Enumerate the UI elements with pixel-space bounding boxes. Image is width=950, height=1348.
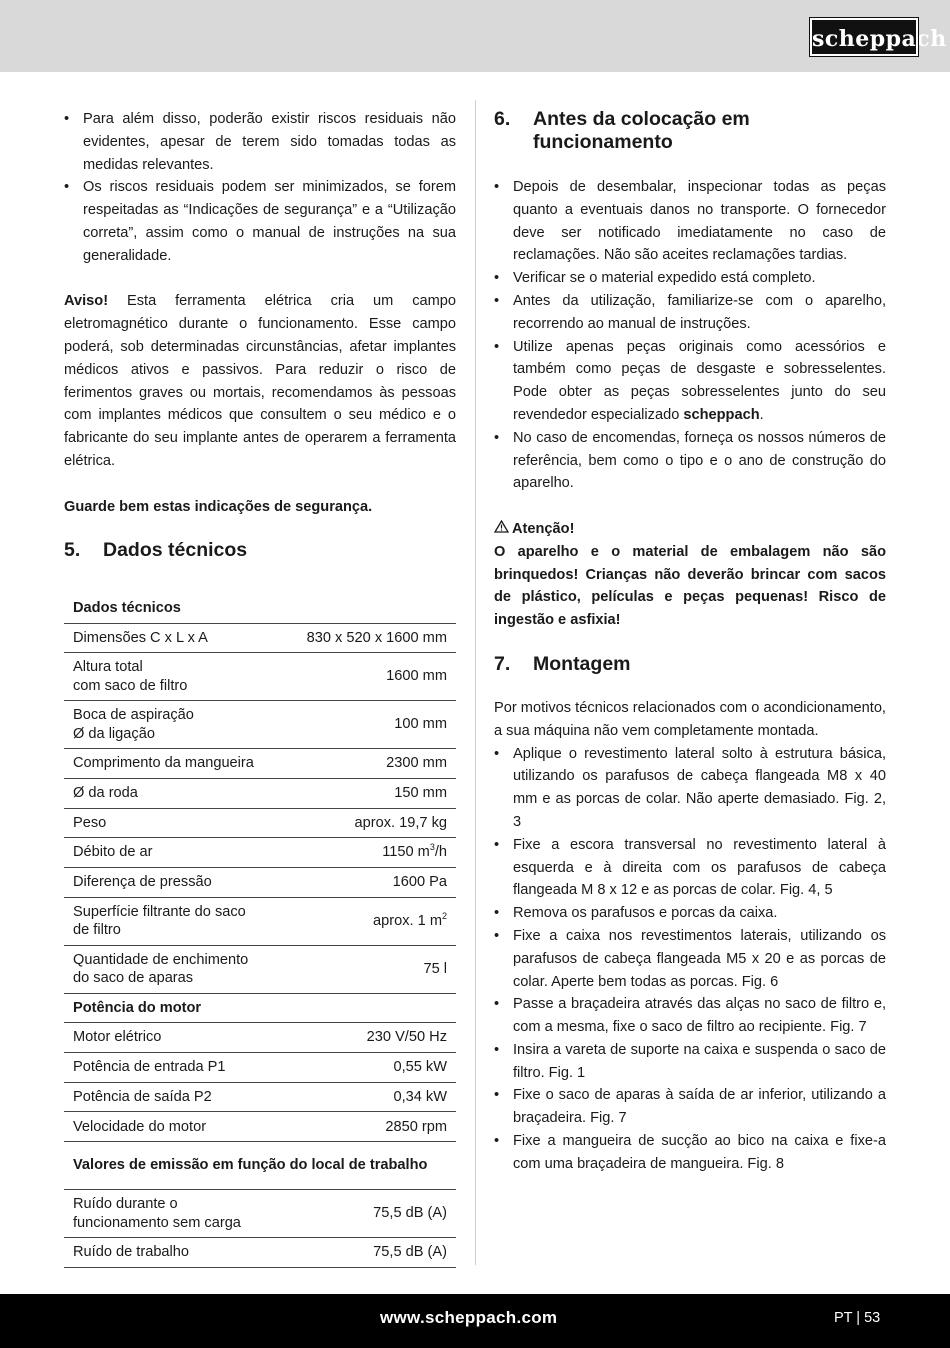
residual-risk-list bbox=[64, 108, 456, 268]
table-row: Débito de ar 1150 $m^3/h$ bbox=[64, 838, 456, 868]
list-item: • Passe a braçadeira através das alças no saco de filtro e, com a mesma, fixe o saco de filtro ao recipiente. Fig. 7 bbox=[494, 993, 886, 1039]
table-row: Ø da roda 150 mm bbox=[64, 778, 456, 808]
section-heading-7 bbox=[494, 653, 886, 676]
left-column bbox=[64, 108, 456, 1268]
right-column bbox=[494, 108, 886, 1176]
warning-icon bbox=[494, 520, 509, 533]
list-item: • Para além disso, poderão existir riscos residuais não evidentes, apesar de terem sido tomadas todas as medidas relevantes. bbox=[64, 108, 456, 176]
section-title: Antes da colocação em funcionamento bbox=[533, 108, 750, 153]
atencao-text: O aparelho e o material de embalagem não são brinquedos! Crianças não deverão brincar com sacos de plástico, películas e peças pequenas! Risco de ingestão e asfixia! bbox=[494, 543, 886, 629]
list-item: • No caso de encomendas, forneça os nossos números de referência, bem como o tipo e o ano de construção do aparelho. bbox=[494, 427, 886, 495]
aviso-paragraph bbox=[64, 290, 456, 472]
table-row: Potência de saída P2 0,34 kW bbox=[64, 1082, 456, 1112]
list-item: • Os riscos residuais podem ser minimizados, se forem respeitadas as “Indicações de segurança” e a “Utilização correta”, assim como o manual de instruções na sua generalidade. bbox=[64, 176, 456, 267]
table-section-header: Valores de emissão em função do local de trabalho bbox=[64, 1142, 456, 1190]
list-item: • Aplique o revestimento lateral solto à estrutura básica, utilizando os parafusos de cabeça flangeada M8 x 40 mm e as porcas de colar. Não aperte demasiado. Fig. 2, 3 bbox=[494, 743, 886, 834]
scheppach-logo: scheppach bbox=[810, 18, 918, 56]
table-header: Dados técnicos bbox=[64, 593, 456, 623]
table-row: Peso aprox. 19,7 kg bbox=[64, 808, 456, 838]
list-item: • Fixe a caixa nos revestimentos laterais, utilizando os parafusos de cabeça flangeada M5 x 20 e as porcas de colar. Aperte bem todas as porcas. Fig. 6 bbox=[494, 925, 886, 993]
before-use-list bbox=[494, 176, 886, 495]
list-item: • Fixe a mangueira de sucção ao bico na caixa e fixe-a com uma braçadeira de mangueira. Fig. 8 bbox=[494, 1130, 886, 1176]
list-item: • Utilize apenas peças originais como acessórios e também como peças de desgaste e sobresselentes. Pode obter as peças sobresselentes junto do seu revendedor especializado scheppach. bbox=[494, 336, 886, 427]
list-item: • Depois de desembalar, inspecionar todas as peças quanto a eventuais danos no transporte. O fornecedor deve ser notificado imediatamente no caso de reclamações. Não são aceites reclamações tardias. bbox=[494, 176, 886, 267]
column-divider bbox=[475, 100, 476, 1265]
page-number: PT | 53 bbox=[834, 1310, 881, 1326]
footer-bar bbox=[0, 1294, 950, 1348]
table-row: Ruído durante o funcionamento sem carga 75,5 dB (A) bbox=[64, 1190, 456, 1238]
table-row: Ruído de trabalho 75,5 dB (A) bbox=[64, 1238, 456, 1268]
aviso-label: Aviso! bbox=[64, 293, 109, 310]
table-row: Superfície filtrante do saco de filtro aprox. 1 $m^2$ bbox=[64, 897, 456, 945]
guarde-note: Guarde bem estas indicações de segurança. bbox=[64, 498, 373, 515]
montagem-intro: Por motivos técnicos relacionados com o acondicionamento, a sua máquina não vem completamente montada. bbox=[494, 699, 886, 739]
table-row: Quantidade de enchimento do saco de aparas 75 l bbox=[64, 945, 456, 993]
table-row: Altura total com saco de filtro 1600 mm bbox=[64, 653, 456, 701]
list-item: • Fixe o saco de aparas à saída de ar inferior, utilizando a braçadeira. Fig. 7 bbox=[494, 1084, 886, 1130]
table-row: Velocidade do motor 2850 rpm bbox=[64, 1112, 456, 1142]
aviso-text: Esta ferramenta elétrica cria um campo eletromagnético durante o funcionamento. Esse campo poderá, sob determinadas circunstâncias, afetar implantes médicos ativos e passivos. Para reduzir o risco de ferimentos graves ou mortais, recomendamos às pessoas com implantes médicos que consultem o seu médico e o fabricante do seu implante antes de operarem a ferramenta elétrica. bbox=[64, 293, 456, 469]
section-title: Montagem bbox=[533, 652, 631, 675]
section-number: 6. bbox=[494, 108, 511, 130]
table-section-header: Potência do motor bbox=[64, 993, 456, 1023]
table-row: Boca de aspiração Ø da ligação 100 mm bbox=[64, 701, 456, 749]
assembly-list bbox=[494, 743, 886, 1176]
atencao-heading: Atenção! bbox=[494, 518, 886, 541]
table-row: Potência de entrada P1 0,55 kW bbox=[64, 1053, 456, 1083]
table-row: Motor elétrico 230 V/50 Hz bbox=[64, 1023, 456, 1053]
list-item: • Verificar se o material expedido está completo. bbox=[494, 267, 886, 290]
table-row: Dimensões C x L x A 830 x 520 x 1600 mm bbox=[64, 623, 456, 653]
section-heading-6 bbox=[494, 108, 886, 154]
header-bar bbox=[0, 0, 950, 72]
section-heading-5 bbox=[64, 539, 456, 562]
tech-data-table bbox=[64, 593, 456, 1267]
list-item: • Remova os parafusos e porcas da caixa. bbox=[494, 902, 886, 925]
section-title: Dados técnicos bbox=[103, 539, 248, 562]
table-row: Diferença de pressão 1600 Pa bbox=[64, 867, 456, 897]
website-link[interactable]: www.scheppach.com bbox=[380, 1308, 558, 1327]
section-number: 7. bbox=[494, 652, 511, 675]
list-item: • Fixe a escora transversal no revestimento lateral à esquerda e à direita com os parafusos de cabeça flangeada M 8 x 12 e as porcas de colar. Fig. 4, 5 bbox=[494, 834, 886, 902]
list-item: • Antes da utilização, familiarize-se com o aparelho, recorrendo ao manual de instruções. bbox=[494, 290, 886, 336]
table-row: Comprimento da mangueira 2300 mm bbox=[64, 749, 456, 779]
list-item: • Insira a vareta de suporte na caixa e suspenda o saco de filtro. Fig. 1 bbox=[494, 1039, 886, 1085]
section-number: 5. bbox=[64, 539, 81, 562]
